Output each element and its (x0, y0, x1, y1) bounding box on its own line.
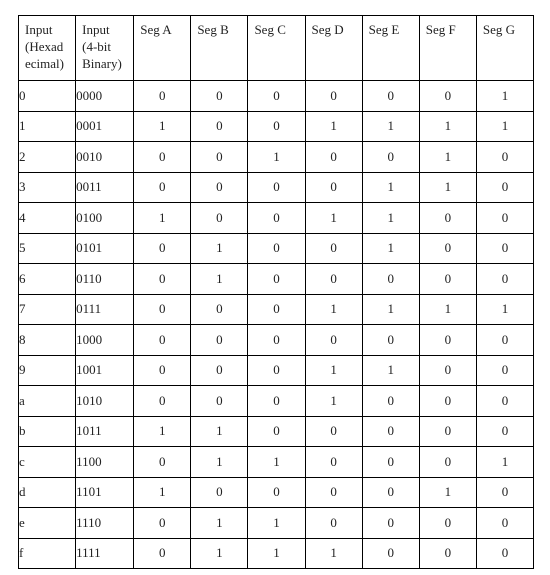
cell-seg-f: 0 (419, 233, 476, 264)
cell-seg-a: 0 (134, 386, 191, 417)
table-row (19, 355, 534, 386)
cell-seg-f: 1 (419, 142, 476, 173)
cell-seg-a: 0 (134, 508, 191, 539)
table-row (19, 447, 534, 478)
cell-seg-f: 0 (419, 355, 476, 386)
cell-seg-a: 0 (134, 233, 191, 264)
cell-seg-b: 0 (191, 355, 248, 386)
cell-seg-a: 0 (134, 294, 191, 325)
table-row (19, 325, 534, 356)
table-row (19, 142, 534, 173)
cell-seg-b: 0 (191, 111, 248, 142)
table-row (19, 233, 534, 264)
cell-seg-a: 0 (134, 538, 191, 569)
cell-seg-e: 0 (362, 538, 419, 569)
cell-binary: 1111 (76, 538, 134, 569)
cell-seg-a: 1 (134, 111, 191, 142)
cell-seg-d: 0 (305, 508, 362, 539)
cell-hex: 9 (19, 355, 76, 386)
cell-seg-g: 0 (476, 508, 533, 539)
cell-seg-e: 0 (362, 416, 419, 447)
cell-seg-c: 1 (248, 508, 305, 539)
header-input-binary: Input (4-bit Binary) (76, 16, 134, 81)
cell-seg-d: 0 (305, 325, 362, 356)
cell-seg-c: 0 (248, 416, 305, 447)
table-body (19, 81, 534, 569)
cell-seg-f: 0 (419, 81, 476, 112)
cell-binary: 0010 (76, 142, 134, 173)
cell-seg-c: 0 (248, 325, 305, 356)
cell-seg-a: 0 (134, 264, 191, 295)
cell-seg-e: 1 (362, 172, 419, 203)
cell-seg-d: 0 (305, 81, 362, 112)
cell-seg-d: 0 (305, 233, 362, 264)
cell-seg-g: 0 (476, 386, 533, 417)
cell-binary: 0001 (76, 111, 134, 142)
table-row (19, 264, 534, 295)
cell-seg-e: 0 (362, 325, 419, 356)
cell-seg-g: 0 (476, 172, 533, 203)
table-row (19, 386, 534, 417)
table-row (19, 172, 534, 203)
cell-seg-c: 1 (248, 538, 305, 569)
table-row (19, 538, 534, 569)
header-seg-b: Seg B (191, 16, 248, 81)
cell-seg-d: 0 (305, 447, 362, 478)
cell-hex: e (19, 508, 76, 539)
seven-segment-truth-table (18, 15, 534, 569)
cell-seg-c: 0 (248, 111, 305, 142)
cell-seg-b: 1 (191, 416, 248, 447)
cell-seg-a: 0 (134, 142, 191, 173)
cell-binary: 1001 (76, 355, 134, 386)
cell-binary: 0100 (76, 203, 134, 234)
cell-hex: 3 (19, 172, 76, 203)
cell-seg-b: 1 (191, 447, 248, 478)
cell-seg-e: 0 (362, 142, 419, 173)
cell-seg-b: 1 (191, 264, 248, 295)
cell-seg-f: 1 (419, 294, 476, 325)
cell-seg-g: 0 (476, 477, 533, 508)
cell-seg-e: 0 (362, 386, 419, 417)
cell-seg-c: 0 (248, 386, 305, 417)
cell-seg-f: 0 (419, 538, 476, 569)
cell-seg-g: 0 (476, 264, 533, 295)
cell-seg-d: 0 (305, 477, 362, 508)
cell-seg-g: 0 (476, 142, 533, 173)
header-row (19, 16, 534, 81)
table-row (19, 294, 534, 325)
cell-seg-c: 0 (248, 294, 305, 325)
cell-hex: 4 (19, 203, 76, 234)
cell-seg-a: 1 (134, 477, 191, 508)
cell-seg-f: 0 (419, 325, 476, 356)
table-row (19, 81, 534, 112)
cell-hex: 8 (19, 325, 76, 356)
cell-hex: c (19, 447, 76, 478)
cell-hex: 5 (19, 233, 76, 264)
cell-seg-f: 0 (419, 264, 476, 295)
header-seg-e: Seg E (362, 16, 419, 81)
cell-seg-a: 1 (134, 416, 191, 447)
cell-hex: 0 (19, 81, 76, 112)
cell-binary: 1000 (76, 325, 134, 356)
cell-seg-a: 0 (134, 355, 191, 386)
cell-hex: 1 (19, 111, 76, 142)
cell-seg-a: 1 (134, 203, 191, 234)
cell-hex: b (19, 416, 76, 447)
cell-seg-b: 0 (191, 294, 248, 325)
cell-seg-b: 0 (191, 172, 248, 203)
cell-seg-e: 1 (362, 294, 419, 325)
cell-seg-g: 1 (476, 294, 533, 325)
cell-seg-d: 1 (305, 355, 362, 386)
cell-binary: 0111 (76, 294, 134, 325)
cell-binary: 1101 (76, 477, 134, 508)
cell-seg-f: 0 (419, 203, 476, 234)
cell-binary: 1010 (76, 386, 134, 417)
table-row (19, 111, 534, 142)
cell-seg-c: 0 (248, 203, 305, 234)
cell-seg-d: 1 (305, 386, 362, 417)
table-row (19, 508, 534, 539)
cell-seg-f: 0 (419, 508, 476, 539)
cell-seg-c: 1 (248, 142, 305, 173)
cell-seg-b: 0 (191, 81, 248, 112)
cell-seg-f: 1 (419, 111, 476, 142)
cell-seg-b: 0 (191, 325, 248, 356)
cell-seg-d: 1 (305, 294, 362, 325)
cell-binary: 0110 (76, 264, 134, 295)
cell-seg-b: 1 (191, 233, 248, 264)
cell-seg-d: 1 (305, 203, 362, 234)
cell-seg-e: 1 (362, 203, 419, 234)
cell-seg-f: 1 (419, 477, 476, 508)
cell-seg-c: 0 (248, 477, 305, 508)
cell-seg-e: 1 (362, 355, 419, 386)
cell-seg-b: 0 (191, 203, 248, 234)
cell-seg-g: 1 (476, 447, 533, 478)
cell-seg-e: 0 (362, 508, 419, 539)
cell-hex: a (19, 386, 76, 417)
cell-hex: f (19, 538, 76, 569)
cell-seg-a: 0 (134, 172, 191, 203)
header-seg-d: Seg D (305, 16, 362, 81)
cell-seg-d: 1 (305, 538, 362, 569)
header-input-hex: Input (Hexad ecimal) (19, 16, 76, 81)
cell-seg-d: 0 (305, 172, 362, 203)
cell-seg-f: 0 (419, 416, 476, 447)
cell-seg-g: 0 (476, 203, 533, 234)
header-seg-c: Seg C (248, 16, 305, 81)
table-row (19, 416, 534, 447)
cell-binary: 1110 (76, 508, 134, 539)
cell-seg-e: 0 (362, 477, 419, 508)
cell-seg-c: 0 (248, 81, 305, 112)
cell-seg-g: 0 (476, 416, 533, 447)
table-row (19, 477, 534, 508)
cell-seg-a: 0 (134, 447, 191, 478)
cell-seg-c: 1 (248, 447, 305, 478)
cell-binary: 0011 (76, 172, 134, 203)
cell-seg-f: 1 (419, 172, 476, 203)
cell-seg-d: 0 (305, 416, 362, 447)
cell-seg-c: 0 (248, 233, 305, 264)
cell-seg-a: 0 (134, 325, 191, 356)
cell-seg-g: 0 (476, 325, 533, 356)
cell-seg-e: 1 (362, 233, 419, 264)
cell-hex: d (19, 477, 76, 508)
cell-hex: 7 (19, 294, 76, 325)
cell-seg-c: 0 (248, 264, 305, 295)
cell-seg-e: 1 (362, 111, 419, 142)
cell-binary: 1100 (76, 447, 134, 478)
cell-seg-b: 0 (191, 142, 248, 173)
cell-seg-g: 0 (476, 538, 533, 569)
cell-seg-b: 1 (191, 538, 248, 569)
cell-seg-g: 0 (476, 233, 533, 264)
cell-seg-g: 1 (476, 111, 533, 142)
cell-binary: 0000 (76, 81, 134, 112)
cell-binary: 0101 (76, 233, 134, 264)
cell-seg-e: 0 (362, 81, 419, 112)
cell-seg-b: 0 (191, 386, 248, 417)
header-seg-g: Seg G (476, 16, 533, 81)
cell-seg-d: 0 (305, 142, 362, 173)
cell-seg-c: 0 (248, 355, 305, 386)
cell-seg-f: 0 (419, 386, 476, 417)
header-seg-f: Seg F (419, 16, 476, 81)
cell-seg-e: 0 (362, 447, 419, 478)
cell-seg-d: 1 (305, 111, 362, 142)
cell-hex: 2 (19, 142, 76, 173)
cell-seg-g: 1 (476, 81, 533, 112)
cell-hex: 6 (19, 264, 76, 295)
truth-table-container (18, 15, 534, 569)
cell-seg-e: 0 (362, 264, 419, 295)
cell-seg-b: 1 (191, 508, 248, 539)
cell-seg-c: 0 (248, 172, 305, 203)
cell-seg-f: 0 (419, 447, 476, 478)
cell-seg-g: 0 (476, 355, 533, 386)
cell-seg-b: 0 (191, 477, 248, 508)
cell-binary: 1011 (76, 416, 134, 447)
header-seg-a: Seg A (134, 16, 191, 81)
cell-seg-d: 0 (305, 264, 362, 295)
table-row (19, 203, 534, 234)
cell-seg-a: 0 (134, 81, 191, 112)
